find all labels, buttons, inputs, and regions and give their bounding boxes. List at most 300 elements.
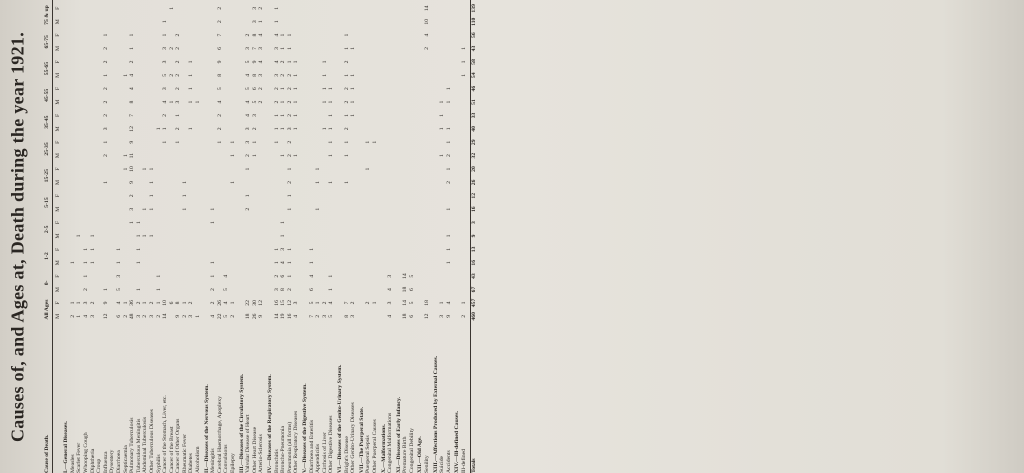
count-cell xyxy=(76,162,83,175)
count-cell xyxy=(315,28,322,41)
count-cell xyxy=(287,15,294,28)
header-age: 75 & up xyxy=(44,5,50,25)
count-cell xyxy=(309,55,316,68)
count-cell: 1 xyxy=(328,274,335,278)
count-cell: 2 xyxy=(168,47,175,50)
count-cell xyxy=(83,162,90,175)
count-cell xyxy=(230,243,237,256)
count-cell xyxy=(409,216,416,229)
cause-name: Premature Birth xyxy=(402,436,409,473)
count-cell xyxy=(350,122,357,135)
count-cell xyxy=(83,82,90,95)
count-cell xyxy=(90,55,97,68)
header-sex-row xyxy=(55,0,62,473)
count-cell: 2 xyxy=(102,60,109,64)
count-cell xyxy=(162,149,169,162)
count-cell xyxy=(162,243,169,256)
count-cell: 1 xyxy=(135,234,142,238)
count-cell xyxy=(274,176,281,189)
count-cell xyxy=(387,176,394,189)
count-cell xyxy=(372,122,379,135)
count-cell: 43 xyxy=(470,273,477,279)
cause-name: Suicide xyxy=(439,455,446,473)
count-cell xyxy=(83,69,90,82)
count-cell: 14 xyxy=(402,300,409,306)
count-cell: 1 xyxy=(273,6,280,10)
cause-name: VI.—Diseases of the Genito-Urinary System. xyxy=(336,364,343,473)
cause-name: Cancer of the Stomach, Liver, etc. xyxy=(162,395,169,473)
count-cell xyxy=(136,122,143,135)
count-cell xyxy=(439,176,446,189)
count-cell xyxy=(129,15,136,28)
count-cell xyxy=(293,283,300,296)
count-cell xyxy=(258,189,265,202)
count-cell xyxy=(322,256,329,269)
cause-name: Totals xyxy=(470,458,477,473)
count-cell: 1 xyxy=(439,114,446,117)
count-cell: 4 xyxy=(245,114,252,117)
count-cell xyxy=(96,149,103,162)
count-cell: 4 xyxy=(223,274,230,278)
count-cell xyxy=(109,149,116,162)
count-cell xyxy=(70,149,77,162)
count-cell: 8 xyxy=(251,33,258,37)
count-cell: 2 xyxy=(286,140,293,144)
count-cell: 67 xyxy=(470,286,477,293)
count-cell xyxy=(83,109,90,122)
count-cell xyxy=(195,122,202,135)
count-cell xyxy=(223,149,230,162)
count-cell: 3 xyxy=(115,274,122,278)
count-cell xyxy=(109,109,116,122)
count-cell xyxy=(402,136,409,149)
count-cell xyxy=(230,229,237,242)
header-sex: M xyxy=(54,72,61,78)
count-cell xyxy=(182,229,189,242)
count-cell xyxy=(446,55,453,68)
count-cell xyxy=(287,216,294,229)
header-sex: M xyxy=(54,233,61,239)
count-cell: 1 xyxy=(343,47,350,50)
count-cell: 1 xyxy=(350,100,357,104)
table-row xyxy=(162,0,169,473)
count-cell: 2 xyxy=(286,73,293,77)
count-cell: 1 xyxy=(343,33,350,37)
count-cell: 1 xyxy=(273,247,280,251)
count-cell xyxy=(387,256,394,269)
count-cell xyxy=(96,216,103,229)
count-cell xyxy=(116,69,123,82)
count-cell xyxy=(387,122,394,135)
count-cell xyxy=(70,95,77,108)
table-row xyxy=(274,0,281,473)
count-cell xyxy=(365,95,372,108)
cause-name: Senility xyxy=(424,455,431,473)
count-cell xyxy=(129,2,136,15)
count-cell xyxy=(96,243,103,256)
count-cell: 2 xyxy=(69,314,76,318)
count-cell xyxy=(328,15,335,28)
header-age: 0- xyxy=(44,280,50,286)
count-cell xyxy=(372,82,379,95)
count-cell xyxy=(245,256,252,269)
count-cell xyxy=(424,95,431,108)
count-cell xyxy=(182,82,189,95)
count-cell: 2 xyxy=(175,87,182,91)
count-cell xyxy=(409,149,416,162)
count-cell xyxy=(424,176,431,189)
count-cell: 3 xyxy=(188,314,195,318)
count-cell xyxy=(136,109,143,122)
count-cell: 36 xyxy=(129,300,136,306)
count-cell xyxy=(188,136,195,149)
count-cell xyxy=(156,95,163,108)
count-cell xyxy=(387,216,394,229)
header-cause: Cause of Death. xyxy=(44,434,50,473)
count-cell xyxy=(350,283,357,296)
count-cell xyxy=(103,189,110,202)
count-cell xyxy=(223,229,230,242)
count-cell: 2 xyxy=(102,154,109,158)
count-cell: 1 xyxy=(122,73,129,77)
count-cell xyxy=(109,28,116,41)
count-cell: 2 xyxy=(286,288,293,291)
count-cell xyxy=(365,149,372,162)
count-cell: 1 xyxy=(142,234,149,238)
count-cell: 1 xyxy=(286,207,293,211)
count-cell xyxy=(123,136,130,149)
header-sex: M xyxy=(54,287,61,293)
count-cell xyxy=(83,189,90,202)
count-cell: 2 xyxy=(168,73,175,77)
count-cell xyxy=(96,15,103,28)
count-cell: 4 xyxy=(245,73,252,77)
count-cell xyxy=(409,109,416,122)
count-cell xyxy=(156,176,163,189)
count-cell xyxy=(70,42,77,55)
section-heading xyxy=(239,0,246,473)
header-age: All Ages xyxy=(44,299,50,320)
count-cell xyxy=(76,256,83,269)
count-cell: 3 xyxy=(89,314,96,318)
count-cell xyxy=(156,82,163,95)
count-cell xyxy=(365,229,372,242)
count-cell: 7 xyxy=(343,301,350,305)
count-cell xyxy=(156,229,163,242)
count-cell xyxy=(402,176,409,189)
count-cell xyxy=(409,82,416,95)
count-cell xyxy=(365,109,372,122)
count-cell xyxy=(142,95,149,108)
count-cell xyxy=(162,202,169,215)
count-cell: 1 xyxy=(181,301,188,305)
count-cell: 3 xyxy=(280,247,287,251)
count-cell: 1 xyxy=(280,87,287,91)
count-cell xyxy=(96,256,103,269)
count-cell: 1 xyxy=(230,180,237,184)
count-cell: 1 xyxy=(461,73,468,77)
count-cell: 26 xyxy=(251,313,258,320)
count-cell xyxy=(90,269,97,282)
count-cell xyxy=(322,189,329,202)
count-cell xyxy=(83,136,90,149)
section-heading xyxy=(433,0,440,473)
count-cell: 1 xyxy=(293,73,300,77)
count-cell xyxy=(446,189,453,202)
count-cell xyxy=(149,149,156,162)
count-cell xyxy=(142,136,149,149)
count-cell xyxy=(402,243,409,256)
count-cell xyxy=(309,202,316,215)
count-cell xyxy=(76,122,83,135)
section-heading xyxy=(417,0,424,473)
count-cell xyxy=(162,256,169,269)
count-cell xyxy=(188,229,195,242)
count-cell: 1 xyxy=(102,288,109,291)
count-cell: 1 xyxy=(135,261,142,265)
count-cell xyxy=(96,136,103,149)
cause-name: Cirrhosis of Liver xyxy=(321,432,328,473)
count-cell: 1 xyxy=(286,33,293,37)
count-cell: 2 xyxy=(343,100,350,104)
count-cell xyxy=(169,162,176,175)
count-cell: 8 xyxy=(129,100,136,104)
count-cell: 6 xyxy=(216,47,223,50)
count-cell xyxy=(175,2,182,15)
count-cell: 1 xyxy=(286,247,293,251)
count-cell xyxy=(169,229,176,242)
cause-name: Congenital Debility xyxy=(408,427,415,473)
count-cell: 1 xyxy=(286,47,293,50)
count-cell xyxy=(149,269,156,282)
count-cell xyxy=(372,256,379,269)
count-cell: 4 xyxy=(162,100,169,104)
count-cell: 2 xyxy=(216,20,223,24)
count-cell: 1 xyxy=(371,140,378,144)
count-cell xyxy=(103,229,110,242)
count-cell xyxy=(142,243,149,256)
count-cell xyxy=(129,229,136,242)
count-cell: 1 xyxy=(445,234,452,238)
count-cell xyxy=(350,256,357,269)
count-cell xyxy=(149,283,156,296)
count-cell xyxy=(387,149,394,162)
count-cell: 2 xyxy=(286,114,293,117)
count-cell xyxy=(245,15,252,28)
count-cell: 1 xyxy=(122,167,129,171)
count-cell xyxy=(322,42,329,55)
header-sex: M xyxy=(54,126,61,132)
count-cell: 1 xyxy=(286,60,293,64)
count-cell xyxy=(83,229,90,242)
count-cell xyxy=(136,2,143,15)
count-cell: 1 xyxy=(135,221,142,224)
count-cell xyxy=(175,189,182,202)
count-cell: 8 xyxy=(280,288,287,291)
count-cell xyxy=(439,28,446,41)
count-cell xyxy=(387,229,394,242)
count-cell: 1 xyxy=(135,288,142,291)
count-cell xyxy=(96,2,103,15)
count-cell xyxy=(252,229,259,242)
count-cell: 51 xyxy=(470,99,477,105)
count-cell xyxy=(461,149,468,162)
count-cell xyxy=(188,149,195,162)
count-cell xyxy=(169,269,176,282)
count-cell xyxy=(258,162,265,175)
table-row xyxy=(116,0,123,473)
count-cell xyxy=(142,55,149,68)
count-cell xyxy=(446,69,453,82)
count-cell: 5 xyxy=(308,301,315,305)
count-cell: 2 xyxy=(273,87,280,91)
count-cell xyxy=(210,2,217,15)
count-cell xyxy=(223,42,230,55)
count-cell: 1 xyxy=(82,261,89,265)
count-cell xyxy=(96,310,103,323)
count-cell: 1 xyxy=(102,73,109,77)
count-cell: 3 xyxy=(245,140,252,144)
count-cell: 1 xyxy=(328,180,335,184)
count-cell: 48 xyxy=(129,313,136,320)
count-cell: 18 xyxy=(402,313,409,320)
count-cell xyxy=(142,256,149,269)
count-cell xyxy=(182,149,189,162)
count-cell xyxy=(109,2,116,15)
count-cell xyxy=(252,162,259,175)
count-cell xyxy=(182,243,189,256)
count-cell xyxy=(123,189,130,202)
count-cell: 4 xyxy=(223,301,230,305)
count-cell xyxy=(90,176,97,189)
count-cell: 1 xyxy=(102,180,109,184)
count-cell xyxy=(387,15,394,28)
count-cell: 3 xyxy=(321,314,328,318)
count-cell xyxy=(293,243,300,256)
count-cell xyxy=(223,136,230,149)
count-cell xyxy=(223,15,230,28)
count-cell xyxy=(372,269,379,282)
count-cell xyxy=(149,136,156,149)
count-cell: 1 xyxy=(286,274,293,278)
count-cell xyxy=(387,69,394,82)
count-cell xyxy=(210,122,217,135)
count-cell: 6 xyxy=(251,87,258,91)
count-cell: 2 xyxy=(175,33,182,37)
section-heading xyxy=(454,0,461,473)
count-cell xyxy=(76,189,83,202)
count-cell xyxy=(217,216,224,229)
count-cell: 56 xyxy=(470,32,477,38)
count-cell xyxy=(372,95,379,108)
table-row xyxy=(287,0,294,473)
count-cell: 7 xyxy=(251,47,258,50)
header-age: 5-15 xyxy=(44,197,50,208)
count-cell xyxy=(461,269,468,282)
count-cell xyxy=(409,162,416,175)
count-cell: 20 xyxy=(470,166,477,172)
count-cell xyxy=(274,202,281,215)
count-cell: 1 xyxy=(115,261,122,265)
count-cell xyxy=(258,269,265,282)
count-cell xyxy=(402,149,409,162)
count-cell xyxy=(162,216,169,229)
count-cell: 2 xyxy=(245,33,252,37)
count-cell xyxy=(365,69,372,82)
count-cell xyxy=(90,283,97,296)
count-cell xyxy=(156,189,163,202)
count-cell xyxy=(372,202,379,215)
count-cell xyxy=(217,189,224,202)
count-cell xyxy=(258,176,265,189)
count-cell xyxy=(439,256,446,269)
count-cell: 1 xyxy=(89,247,96,251)
count-cell xyxy=(230,95,237,108)
table-row xyxy=(372,0,379,473)
cause-name: Septicaemia xyxy=(122,445,129,473)
count-cell xyxy=(188,28,195,41)
cause-name: V.—Diseases of the Digestive System. xyxy=(301,383,308,473)
count-cell xyxy=(252,256,259,269)
count-cell xyxy=(175,256,182,269)
count-cell xyxy=(70,69,77,82)
count-cell xyxy=(162,229,169,242)
count-cell: 1 xyxy=(210,274,217,278)
count-cell: 1 xyxy=(122,301,129,305)
count-cell xyxy=(365,55,372,68)
count-cell xyxy=(156,243,163,256)
count-cell: 1 xyxy=(168,100,175,104)
section-heading xyxy=(359,0,366,473)
count-cell: 4 xyxy=(293,314,300,318)
cause-name: Alcoholism xyxy=(195,446,202,473)
count-cell xyxy=(245,216,252,229)
count-cell: 1 xyxy=(293,100,300,104)
table-row xyxy=(252,0,259,473)
header-sex: F xyxy=(54,6,61,10)
count-cell xyxy=(109,162,116,175)
count-cell xyxy=(387,82,394,95)
section-heading xyxy=(204,0,211,473)
count-cell: 12 xyxy=(102,313,109,320)
count-cell xyxy=(372,149,379,162)
count-cell: 10 xyxy=(162,300,169,306)
deaths-table xyxy=(44,0,1014,473)
header-sex: F xyxy=(54,194,61,198)
count-cell xyxy=(142,216,149,229)
count-cell xyxy=(322,176,329,189)
count-cell: 2 xyxy=(210,288,217,291)
count-cell xyxy=(223,69,230,82)
count-cell xyxy=(402,109,409,122)
count-cell: 1 xyxy=(280,100,287,104)
count-cell xyxy=(424,256,431,269)
count-cell: 1 xyxy=(82,247,89,251)
count-cell xyxy=(156,162,163,175)
count-cell xyxy=(365,176,372,189)
count-cell xyxy=(344,269,351,282)
count-cell xyxy=(103,269,110,282)
count-cell xyxy=(175,15,182,28)
count-cell xyxy=(76,95,83,108)
count-cell xyxy=(230,28,237,41)
count-cell xyxy=(76,269,83,282)
count-cell: 2 xyxy=(102,100,109,104)
count-cell: 12 xyxy=(286,300,293,306)
count-cell: 30 xyxy=(251,300,258,306)
count-cell xyxy=(461,202,468,215)
count-cell xyxy=(123,95,130,108)
